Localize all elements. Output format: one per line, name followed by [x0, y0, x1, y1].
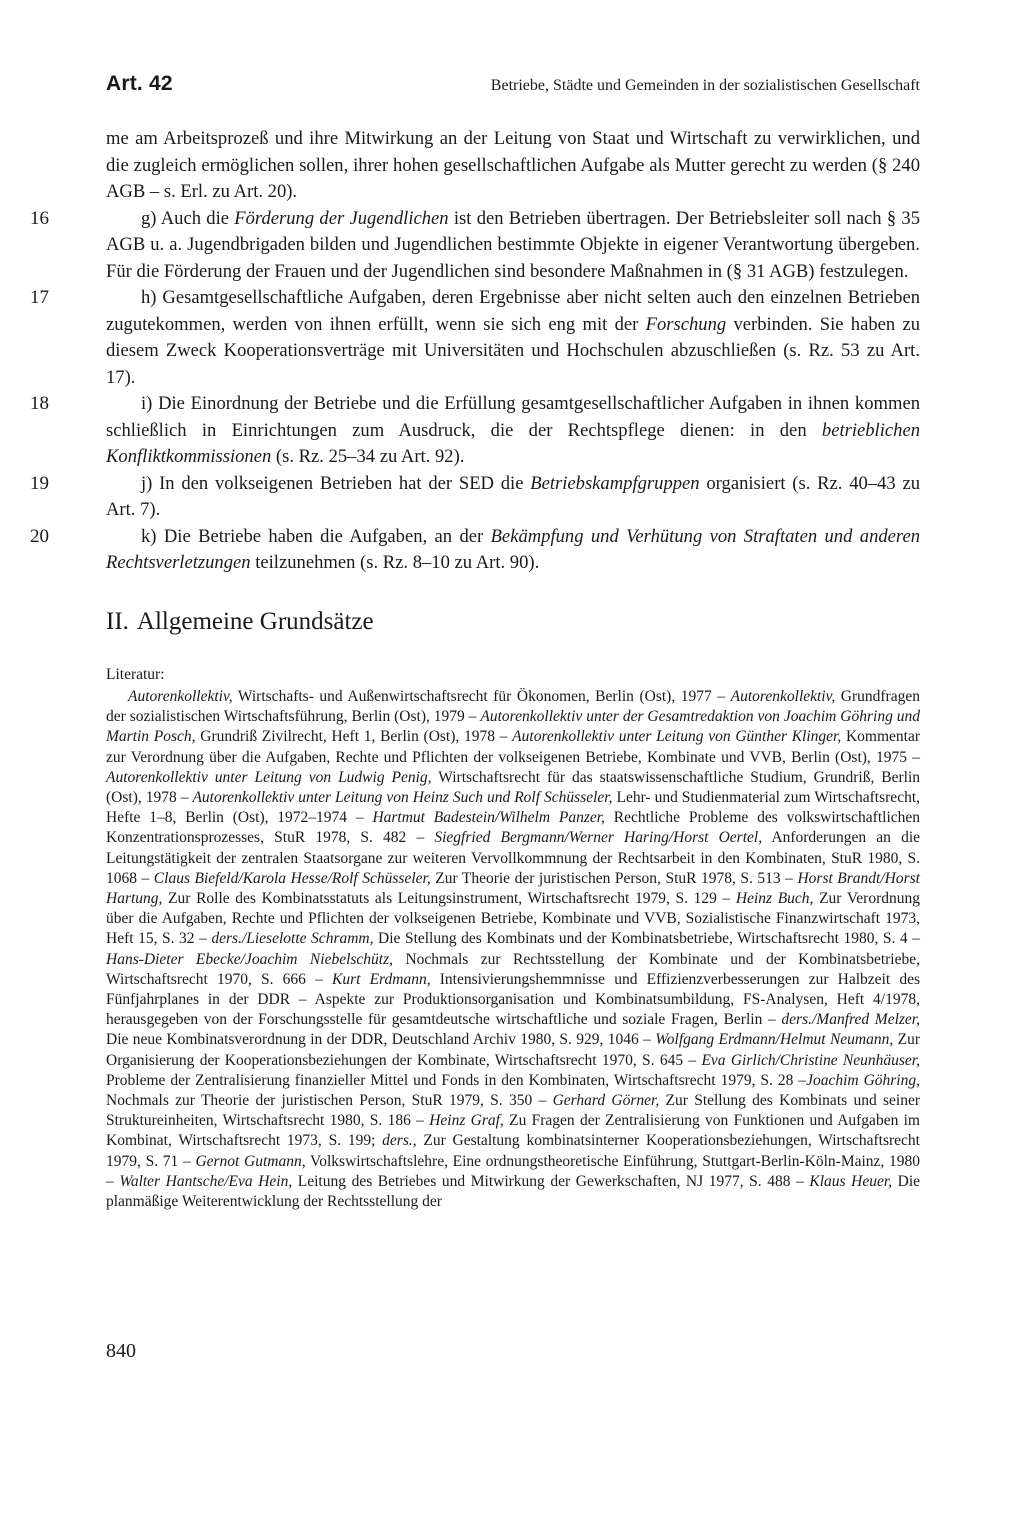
- paragraph-rz-18: [30, 391, 920, 471]
- paragraph-rz-19: [30, 471, 920, 524]
- paragraph-lead: k) Die Betriebe haben die Aufgaben, an der: [141, 525, 491, 547]
- emphasis: betrieblichen Konfliktkommissionen: [106, 419, 920, 467]
- literature-entry-text: Die planmäßige Weiterentwicklung der Rechtsstellung der: [106, 1172, 921, 1211]
- literature-author: Hartmut Badestein/Wilhelm Panzer,: [372, 809, 605, 827]
- literature-entry-text: Nochmals zur Theorie der juristischen Person, StuR 1979, S. 350 –: [106, 1092, 553, 1110]
- literature-author: Hans-Dieter Ebecke/Joachim Niebelschütz,: [106, 950, 394, 968]
- emphasis: Förderung der Jugendlichen: [234, 207, 449, 229]
- literature-author: Heinz Buch,: [735, 890, 814, 908]
- literature-author: Autorenkollektiv,: [128, 688, 233, 705]
- paragraph-rz-16: [30, 206, 920, 286]
- literature-author: Siegfried Bergmann/Werner Haring/Horst Oertel,: [434, 829, 763, 847]
- literature-entry-text: Zur Stellung des Kombinats und seiner Struktureinheiten, Wirtschaftsrecht 1980, S. 186 –: [106, 1092, 921, 1130]
- margin-number: 20: [30, 525, 49, 547]
- paragraph-rz-17: [30, 285, 920, 391]
- literature-author: Autorenkollektiv,: [730, 688, 836, 705]
- literature-entry-text: Grundfragen der sozialistischen Wirtschaftsführung, Berlin (Ost), 1979 –: [106, 688, 920, 726]
- literature-entry-text: Zur Gestaltung kombinatsinterner Kooperationsbeziehungen, Wirtschaftsrecht 1979, S. 71 –: [106, 1132, 920, 1170]
- section-title: Allgemeine Grundsätze: [136, 608, 374, 635]
- literature-entry-text: Wirtschaftsrecht für das staatswissenschaftliche Studium, Grundriß, Berlin (Ost), 1978 –: [106, 768, 920, 807]
- paragraph-rz-20: [30, 524, 921, 577]
- literature-entry-text: Leitung des Betriebes und Mitwirkung der Gewerkschaften, NJ 1977, S. 488 –: [292, 1172, 810, 1190]
- literature-entry-text: Volkswirtschaftslehre, Eine ordnungstheoretische Einführung, Stuttgart-Berlin-Köln-Mainz, 1980 –: [106, 1152, 920, 1190]
- margin-number: 18: [30, 393, 49, 414]
- paragraph-lead: g) Auch die: [141, 207, 235, 229]
- margin-number: 19: [30, 472, 49, 494]
- literature-author: Autorenkollektiv unter Leitung von Heinz Such und Rolf Schüsseler,: [192, 789, 613, 807]
- literature-author: Klaus Heuer,: [809, 1172, 893, 1190]
- literature-entry-text: Zur Verordnung über die Aufgaben, Rechte und Pflichten der volkseigenen Betriebe, Kombinate und VVB, Sozialistische Finanzwirtschaft 1973, Heft 15, S. 32 –: [106, 890, 920, 948]
- margin-number: 17: [30, 287, 49, 308]
- paragraph-rest: (s. Rz. 25–34 zu Art. 92).: [271, 446, 465, 467]
- continuation-paragraph: me am Arbeitsprozeß und ihre Mitwirkung an der Leitung von Staat und Wirtschaft zu verwirklichen, und die zugleich ermöglichen sollen, ihrer hohen gesellschaftlichen Aufgabe als Mutter gerecht zu werden (§ 240 AGB – s. Erl. zu Art. 20).: [106, 128, 920, 202]
- literature-author: Heinz Graf,: [429, 1112, 504, 1130]
- literature-author: Wolfgang Erdmann/Helmut Neumann,: [655, 1031, 894, 1049]
- literature-entry-text: Lehr- und Studienmaterial zum Wirtschaftsrecht, Hefte 1–8, Berlin (Ost), 1972–1974 –: [106, 789, 920, 827]
- paragraph-rest: ist den Betrieben übertragen. Der Betriebsleiter soll nach § 35 AGB u. a. Jugendbrigaden bilden und Jugendlichen bestimmte Objekte in eigener Verantwortung übergeben. Für die Förderung der Frauen und der Jugendlichen sind besondere Maßnahmen in (§ 31 AGB) festzulegen.: [106, 207, 920, 282]
- literature-entry-text: Grundriß Zivilrecht, Heft 1, Berlin (Ost), 1978 –: [195, 728, 513, 746]
- emphasis: Betriebskampfgruppen: [530, 472, 700, 494]
- literature-entry-text: Die Stellung des Kombinats und der Kombinatsbetriebe, Wirtschaftsrecht 1980, S. 4 –: [373, 930, 920, 948]
- literature-entry-text: Zu Fragen der Zentralisierung von Funktionen und Aufgaben im Kombinat, Wirtschaftsrecht 1973, S. 199;: [106, 1112, 920, 1150]
- literature-author: Joachim Göhring,: [806, 1071, 920, 1089]
- literature-author: ders./Lieselotte Schramm,: [211, 930, 374, 948]
- literature-entry-text: Rechtliche Probleme des volkswirtschaftlichen Konzentrationsprozesses, StuR 1978, S. 482 –: [106, 809, 921, 847]
- paragraph-rest: organisiert (s. Rz. 40–43 zu Art. 7).: [106, 472, 920, 520]
- literature-entry-text: Intensivierungshemmnisse und Effizienzverbesserungen zur Halbzeit des Fünfjahrplanes in der DDR – Aspekte zur Produktionsorganisation und Kombinatsumbildung, FS-Analysen, Heft 4/1978, herausgegeben von der Forschungsstelle für gesamtdeutsche wirtschaftliche und soziale Fragen, Berlin –: [106, 970, 921, 1029]
- literature-author: Gerhard Görner,: [552, 1092, 660, 1110]
- literature-entry-text: Zur Organisierung der Kooperationsbeziehungen der Kombinate, Wirtschaftsrecht 1970, S. 645 –: [106, 1031, 920, 1069]
- literature-author: Autorenkollektiv unter Leitung von Günther Klinger,: [512, 728, 842, 746]
- literature-label: Literatur:: [106, 666, 165, 683]
- page-header: [106, 72, 920, 102]
- running-head: Betriebe, Städte und Gemeinden in der sozialistischen Gesellschaft: [490, 77, 920, 94]
- article-number: Art. 42: [106, 72, 173, 95]
- literature-author: Horst Brandt/Horst Hartung,: [106, 869, 920, 908]
- literature-author: ders.,: [382, 1132, 417, 1150]
- literature-entry-text: Probleme der Zentralisierung finanzieller Mittel und Fonds in den Kombinaten, Wirtschaftsrecht 1979, S. 28 –: [106, 1071, 807, 1089]
- literature-author: Kurt Erdmann,: [332, 970, 431, 988]
- literature-author: Eva Girlich/Christine Neunhäuser,: [701, 1051, 921, 1069]
- literature-entry-text: Kommentar zur Verordnung über die Aufgaben, Rechte und Pflichten der volkseigenen Betriebe, Kombinate und VVB, Berlin (Ost), 1975 –: [106, 728, 920, 766]
- literature-entry-text: Nochmals zur Rechtsstellung der Kombinate und der Kombinatsbetriebe, Wirtschaftsrecht 1970, S. 666 –: [106, 950, 920, 988]
- section-number: II.: [106, 608, 129, 635]
- literature-entry-text: Zur Rolle des Kombinatsstatuts als Leitungsinstrument, Wirtschaftsrecht 1979, S. 129 –: [162, 890, 736, 908]
- paragraph-lead: j) In den volkseigenen Betrieben hat der SED die: [141, 472, 531, 494]
- emphasis: Bekämpfung und Verhütung von Straftaten und anderen Rechtsverletzungen: [106, 525, 921, 573]
- page-number: 840: [106, 1340, 136, 1362]
- section-heading: [106, 608, 374, 636]
- literature-entry-text: Zur Theorie der juristischen Person, StuR 1978, S. 513 –: [430, 869, 798, 887]
- literature-author: Autorenkollektiv unter Leitung von Ludwig Penig,: [106, 768, 432, 786]
- literature-author: ders./Manfred Melzer,: [781, 1011, 920, 1029]
- paragraph-lead: h) Gesamtgesellschaftliche Aufgaben, deren Ergebnisse aber nicht selten auch den einzelnen Betrieben zugutekommen, werden von ihnen erfüllt, wenn sie sich eng mit der: [106, 287, 920, 335]
- literature-entry-text: Wirtschafts- und Außenwirtschaftsrecht für Ökonomen, Berlin (Ost), 1977 –: [232, 688, 731, 705]
- emphasis: Forschung: [645, 313, 727, 335]
- literature-list: [106, 687, 920, 1212]
- literature-author: Claus Biefeld/Karola Hesse/Rolf Schüsseler,: [153, 869, 431, 887]
- margin-number: 16: [30, 207, 49, 229]
- literature-author: Gernot Gutmann,: [195, 1152, 306, 1170]
- paragraph-lead: i) Die Einordnung der Betriebe und die Erfüllung gesamtgesellschaftlicher Aufgaben in ihnen kommen schließlich in Einrichtungen zum Ausdruck, die der Rechtspflege dienen: in den: [106, 393, 920, 441]
- literature-entry-text: Die neue Kombinatsverordnung in der DDR, Deutschland Archiv 1980, S. 929, 1046 –: [106, 1031, 656, 1049]
- literature-author: Walter Hantsche/Eva Hein,: [119, 1172, 293, 1190]
- paragraph-rest: verbinden. Sie haben zu diesem Zweck Kooperationsverträge mit Universitäten und Hochschulen abzuschließen (s. Rz. 53 zu Art. 17).: [106, 313, 920, 388]
- paragraph-rest: teilzunehmen (s. Rz. 8–10 zu Art. 90).: [250, 552, 540, 573]
- main-text: [30, 126, 921, 577]
- literature-author: Autorenkollektiv unter der Gesamtredaktion von Joachim Göhring und Martin Posch,: [106, 708, 920, 746]
- literature-entry-text: Anforderungen an die Leitungstätigkeit der zentralen Staatsorgane zur weiteren Vervollkommnung der Rechtsarbeit in den Kombinaten, StuR 1980, S. 1068 –: [106, 829, 920, 887]
